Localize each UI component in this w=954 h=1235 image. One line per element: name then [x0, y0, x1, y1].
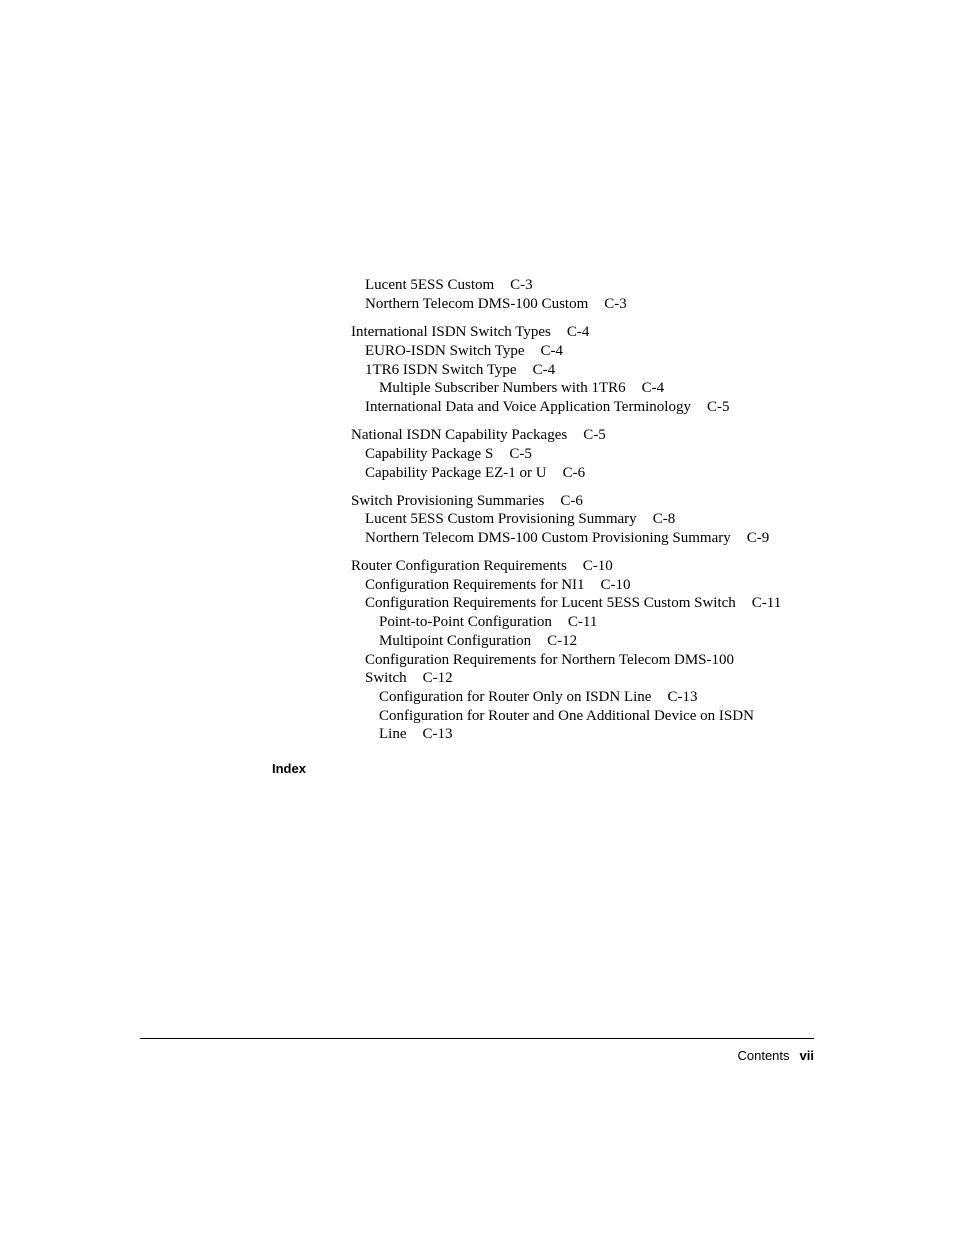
toc-entry-title: Switch: [365, 670, 407, 686]
toc-entry[interactable]: [365, 510, 675, 529]
toc-entry-title: EURO-ISDN Switch Type: [365, 343, 525, 359]
toc-entry-page: C-4: [532, 362, 556, 378]
toc-entry[interactable]: [365, 398, 729, 417]
toc-entry-title: Point-to-Point Configuration: [379, 614, 552, 630]
toc-entry[interactable]: [351, 557, 613, 576]
toc-entry[interactable]: [379, 613, 597, 632]
toc-entry[interactable]: [365, 295, 627, 314]
toc-entry[interactable]: [351, 492, 583, 511]
toc-entry[interactable]: [365, 576, 631, 595]
toc-entry-page: C-5: [706, 399, 730, 415]
toc-entry-title: 1TR6 ISDN Switch Type: [365, 362, 517, 378]
toc-entry-page: C-11: [567, 614, 598, 630]
toc-entry-title: Lucent 5ESS Custom Provisioning Summary: [365, 511, 637, 527]
toc-entry-title: Lucent 5ESS Custom: [365, 277, 495, 293]
toc-entry[interactable]: [379, 379, 664, 398]
toc-entry-page: C-12: [422, 670, 453, 686]
toc-entry[interactable]: [379, 707, 754, 726]
toc-entry-page: C-8: [652, 511, 676, 527]
toc-entry-continued[interactable]: [365, 669, 453, 688]
page-number: vii: [799, 1048, 814, 1063]
toc-entry-title: Configuration Requirements for Northern Telecom DMS-100: [365, 652, 735, 668]
toc-entry-page: C-3: [604, 296, 627, 312]
toc-entry-page: C-12: [547, 633, 578, 649]
toc-entry-page: C-11: [751, 595, 782, 611]
toc-entry-page: C-3: [510, 277, 533, 293]
toc-entry-page: C-4: [540, 343, 563, 359]
toc-entry[interactable]: [365, 594, 781, 613]
toc-entry[interactable]: [365, 276, 533, 295]
toc-entry-title: Configuration for Router Only on ISDN Line: [379, 689, 652, 705]
toc-entry-title: National ISDN Capability Packages: [351, 427, 568, 443]
toc-entry-page: C-4: [566, 324, 590, 340]
toc-entry-title: International ISDN Switch Types: [351, 324, 551, 340]
toc-entry-page: C-10: [600, 577, 631, 593]
toc-entry-page: C-13: [422, 726, 453, 742]
toc-entry-title: Configuration for Router and One Additional Device on ISDN: [379, 708, 754, 724]
index-heading[interactable]: Index: [272, 761, 306, 776]
footer-divider: [140, 1038, 814, 1039]
toc-entry-page: C-9: [746, 530, 770, 546]
toc-entry-title: Router Configuration Requirements: [351, 558, 567, 574]
toc-entry[interactable]: [365, 529, 769, 548]
toc-entry-title: Configuration Requirements for Lucent 5ESS Custom Switch: [365, 595, 736, 611]
toc-entry-continued[interactable]: [379, 725, 453, 744]
toc-entry-page: C-4: [641, 380, 665, 396]
toc-entry-title: Northern Telecom DMS-100 Custom Provisioning Summary: [365, 530, 731, 546]
toc-entry[interactable]: [379, 688, 697, 707]
toc-entry-title: Capability Package S: [365, 446, 494, 462]
toc-entry[interactable]: [365, 464, 585, 483]
toc-entry[interactable]: [351, 426, 606, 445]
toc-entry-page: C-6: [560, 493, 583, 509]
footer-label: Contents: [737, 1048, 790, 1063]
toc-entry-title: Capability Package EZ-1 or U: [365, 465, 547, 481]
toc-entry-page: C-6: [562, 465, 586, 481]
toc-entry[interactable]: [351, 323, 589, 342]
toc-entry[interactable]: [365, 342, 563, 361]
toc-entry-page: C-10: [582, 558, 613, 574]
toc-entry[interactable]: [365, 445, 532, 464]
toc-entry-page: C-13: [667, 689, 698, 705]
page-footer: [737, 1047, 814, 1065]
toc-entry-title: Multipoint Configuration: [379, 633, 532, 649]
toc-entry-page: C-5: [509, 446, 532, 462]
toc-entry-title: Switch Provisioning Summaries: [351, 493, 545, 509]
toc-entry-title: Configuration Requirements for NI1: [365, 577, 585, 593]
toc-entry-title: Multiple Subscriber Numbers with 1TR6: [379, 380, 626, 396]
toc-entry-title: International Data and Voice Application Terminology: [365, 399, 691, 415]
toc-entry[interactable]: [365, 651, 734, 670]
toc-entry[interactable]: [379, 632, 577, 651]
toc-entry-page: C-5: [583, 427, 606, 443]
toc-entry-title: Northern Telecom DMS-100 Custom: [365, 296, 589, 312]
toc-entry-title: Line: [379, 726, 407, 742]
toc-entry[interactable]: [365, 361, 555, 380]
